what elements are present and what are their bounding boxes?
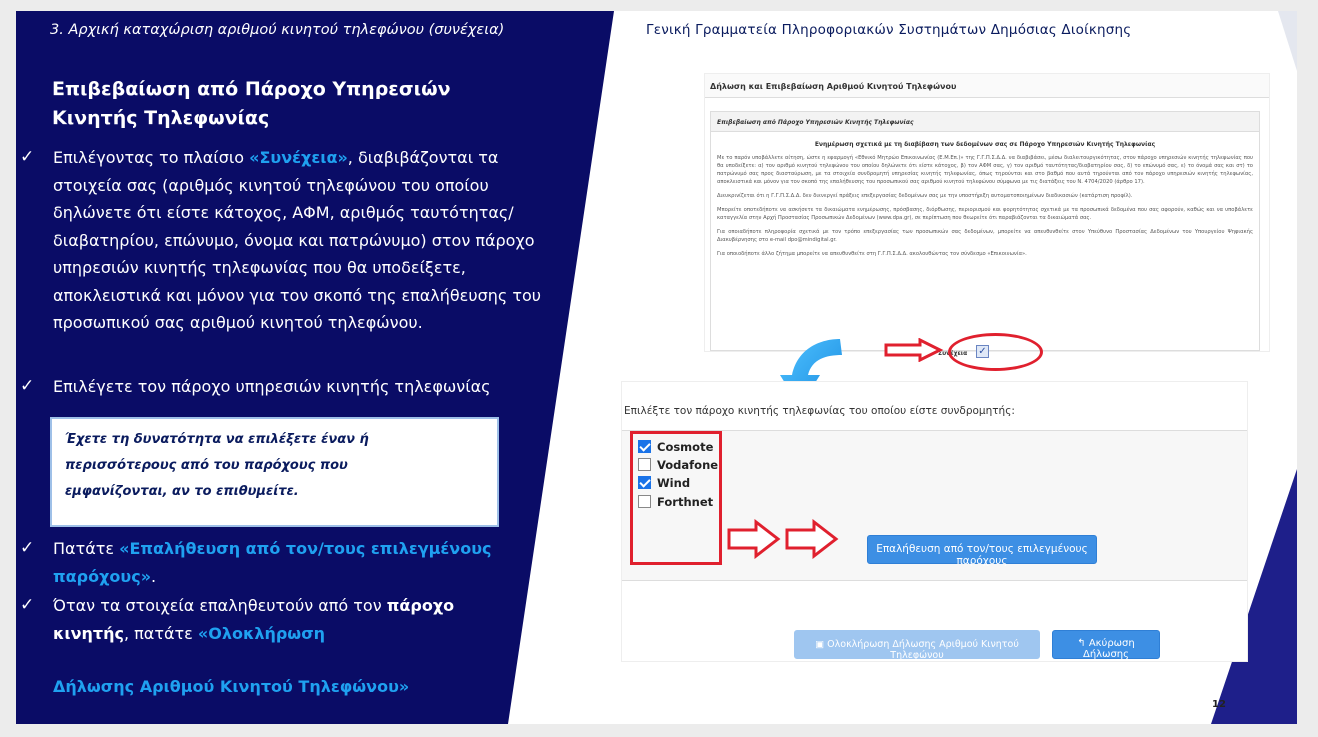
operator-vodafone[interactable]: Vodafone: [638, 458, 718, 472]
continue-label: Συνέχεια: [938, 350, 968, 357]
operators-highlight: [630, 431, 722, 565]
consent-paragraph: Με το παρόν υποβάλλετε αίτηση, ώστε η εφαρμογή «Εθνικό Μητρώο Επικοινωνίας (Ε.Μ.Επ.)» της Γ.Γ.Π.Σ.Δ.Δ. να διαβιβάσει, μέσω διαλειτουργικότητας, στον πάροχο υπηρεσιών κινητής τηλεφωνίας που θα υποδείξετε: α) τον αριθμό κινητού τηλεφώνου του οποίου δηλώνετε ότι είστε κάτοχος, β) τον ΑΦΜ σας, γ) τον αριθμό ταυτότητας/διαβατηρίου σας, δ) το επώνυμό σας, ε) το όνομά σας και στ) το πατρώνυμό σας προς διασταύρωση, με τα στοιχεία συνδρομητή υπηρεσίας κινητής τηλεφωνίας, όπως τηρούνται και στο βαθμό που αυτά τηρούνται από τον πάροχο υπηρεσιών κινητής τηλεφωνίας, αποκλειστικά και μόνον για τον σκοπό της επαλήθευσης του προσωπικού σας αριθμού κινητού τηλεφώνου σύμφωνα με τις διατάξεις του Ν. 4704/2020 (άρθρο 17).: [717, 155, 1253, 185]
consent-paragraph: Για οποιαδήποτε πληροφορία σχετικά με τον τρόπο επεξεργασίας των προσωπικών σας δεδομένων, μπορείτε να απευθυνθείτε στον Υπεύθυνο Προστασίας Δεδομένων του Υπουργείου Ψηφιακής Διακυβέρνησης στο e-mail dpo@mindigital.gr.: [717, 229, 1253, 243]
slide: [16, 11, 1297, 724]
consent-panel-title: Επιβεβαίωση από Πάροχο Υπηρεσιών Κινητής Τηλεφωνίας: [711, 112, 1259, 132]
bullet-verify: ✓ Πατάτε «Επαλήθευση από τον/τους επιλεγμένους παρόχους».: [16, 535, 496, 590]
slide-heading: Επιβεβαίωση από Πάροχο Υπηρεσιών Κινητής Τηλεφωνίας: [52, 78, 451, 129]
consent-title: Δήλωση και Επιβεβαίωση Αριθμού Κινητού Τηλεφώνου: [705, 74, 1269, 98]
save-icon: ▣: [815, 639, 828, 650]
consent-paragraph: Για οποιοδήποτε άλλο ζήτημα μπορείτε να απευθυνθείτε στη Γ.Γ.Π.Σ.Δ.Δ. ακολουθώντας τον σύνδεσμο «Επικοινωνία».: [717, 251, 1027, 257]
verify-providers-button[interactable]: Επαλήθευση από τον/τους επιλεγμένους παρόχους: [867, 535, 1097, 564]
bullet-complete-line2: Δήλωσης Αριθμού Κινητού Τηλεφώνου»: [53, 677, 410, 696]
checkmark-icon: ✓: [20, 376, 35, 396]
complete-declaration-button[interactable]: ▣ Ολοκλήρωση Δήλωσης Αριθμού Κινητού Τηλεφώνου: [794, 630, 1040, 659]
bullet-continue: ✓ Επιλέγοντας το πλαίσιο «Συνέχεια», διαβιβάζονται τα στοιχεία σας (αριθμός κινητού τηλεφώνου του οποίου δηλώνετε ότι είστε κάτοχος, ΑΦΜ, αριθμός ταυτότητας/διαβατηρίου, επώνυμο, όνομα και πατρώνυμο) στον πάροχο υπηρεσιών κινητής τηλεφωνίας που θα υποδείξετε, αποκλειστικά και μόνον για τον σκοπό της επαλήθευσης του προσωπικού σας αριθμού κινητού τηλεφώνου.: [16, 144, 551, 337]
slide-subtitle: 3. Αρχική καταχώριση αριθμού κινητού τηλεφώνου (συνέχεια): [50, 22, 505, 38]
page-number: 12: [1212, 699, 1226, 710]
operator-forthnet[interactable]: Forthnet: [638, 495, 713, 509]
undo-icon: ↰: [1077, 638, 1089, 649]
checkmark-icon: ✓: [20, 538, 35, 558]
checkmark-icon: ✓: [20, 595, 35, 615]
cancel-declaration-button[interactable]: ↰ Ακύρωση Δήλωσης: [1052, 630, 1160, 659]
consent-paragraph: Μπορείτε οποτεδήποτε να ασκήσετε τα δικαιώματα ενημέρωσης, πρόσβασης, διόρθωσης, περιορισμού και φορητότητας σχετικά με τα προσωπικά δεδομένα που σας αφορούν, καθώς και να υποβάλετε καταγγελία στην Αρχή Προστασίας Προσωπικών Δεδομένων (www.dpa.gr), σε περίπτωση που θεωρείτε ότι παραβιάζονται τα δικαιώματά σας.: [717, 207, 1253, 221]
consent-paragraph: Διευκρινίζεται ότι η Γ.Γ.Π.Σ.Δ.Δ. δεν διενεργεί πράξεις επεξεργασίας δεδομένων σας με την υποστήριξη αυτοματοποιημένων διαδικασιών (κατάρτιση προφίλ).: [717, 193, 1133, 199]
operator-cosmote[interactable]: Cosmote: [638, 440, 713, 454]
bullet-select-provider: ✓ Επιλέγετε τον πάροχο υπηρεσιών κινητής τηλεφωνίας: [16, 373, 576, 401]
red-double-arrow-icon: [726, 519, 846, 559]
checkmark-icon: ✓: [20, 147, 35, 167]
red-arrow-icon: [884, 338, 944, 362]
consent-info-heading: Ενημέρωση σχετικά με τη διαβίβαση των δεδομένων σας σε Πάροχο Υπηρεσιών Κινητής Τηλεφωνίας: [814, 141, 1156, 148]
provider-prompt: Επιλέξτε τον πάροχο κινητής τηλεφωνίας του οποίου είστε συνδρομητής:: [622, 382, 1247, 431]
bullet-complete: ✓ Όταν τα στοιχεία επαληθευτούν από τον πάροχο κινητής, πατάτε «Ολοκλήρωση: [16, 592, 486, 647]
note-box: Έχετε τη δυνατότητα να επιλέξετε έναν ή περισσότερους από του παρόχους που εμφανίζονται, αν το επιθυμείτε.: [50, 417, 499, 527]
operator-wind[interactable]: Wind: [638, 476, 690, 490]
consent-panel: [710, 111, 1260, 351]
continue-checkbox[interactable]: ✓: [976, 345, 989, 358]
org-header: Γενική Γραμματεία Πληροφοριακών Συστημάτων Δημόσιας Διοίκησης: [646, 22, 1132, 38]
continue-highlight: [948, 333, 1043, 371]
consent-screenshot: [704, 73, 1270, 357]
